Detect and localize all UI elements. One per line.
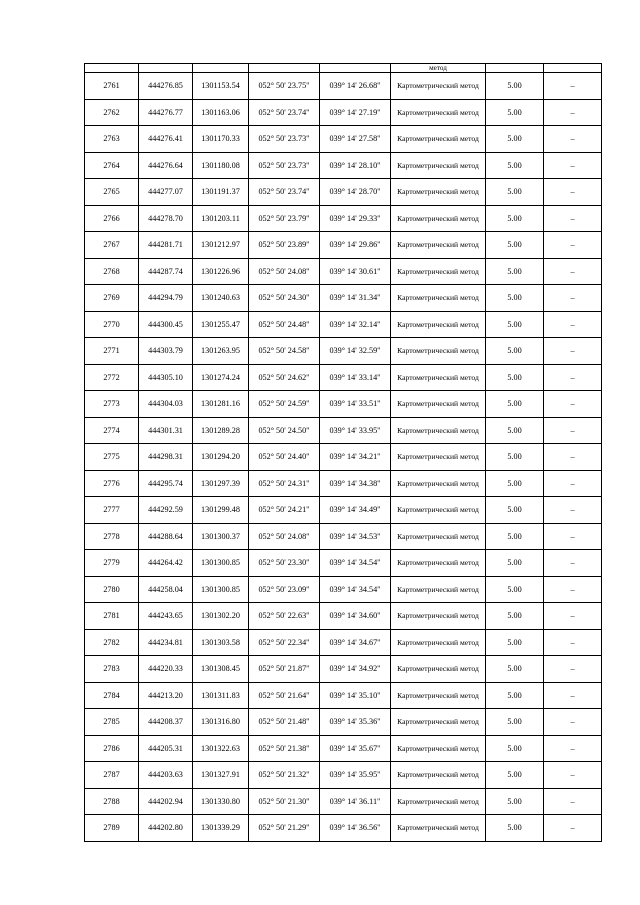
coordinates-table — [84, 63, 602, 842]
longitude-cell: 039° 14' 26.68" — [320, 73, 391, 100]
empty-cell — [139, 64, 193, 73]
y-coordinate-cell: 1301163.06 — [193, 99, 249, 126]
x-coordinate-cell: 444264.42 — [139, 550, 193, 577]
method-cell: Картометрический метод — [391, 550, 486, 577]
longitude-cell: 039° 14' 35.67" — [320, 735, 391, 762]
note-cell: – — [544, 444, 602, 471]
method-cell: Картометрический метод — [391, 232, 486, 259]
x-coordinate-cell: 444220.33 — [139, 656, 193, 683]
continued-row — [85, 64, 602, 73]
latitude-cell: 052° 50' 24.59" — [249, 391, 320, 418]
y-coordinate-cell: 1301255.47 — [193, 311, 249, 338]
table-row — [85, 364, 602, 391]
x-coordinate-cell: 444243.65 — [139, 603, 193, 630]
empty-cell — [249, 64, 320, 73]
method-cell: Картометрический метод — [391, 417, 486, 444]
x-coordinate-cell: 444208.37 — [139, 709, 193, 736]
point-number-cell: 2775 — [85, 444, 139, 471]
y-coordinate-cell: 1301322.63 — [193, 735, 249, 762]
x-coordinate-cell: 444276.64 — [139, 152, 193, 179]
point-number-cell: 2772 — [85, 364, 139, 391]
accuracy-cell: 5.00 — [486, 417, 544, 444]
longitude-cell: 039° 14' 35.10" — [320, 682, 391, 709]
accuracy-cell: 5.00 — [486, 815, 544, 842]
longitude-cell: 039° 14' 27.19" — [320, 99, 391, 126]
longitude-cell: 039° 14' 36.11" — [320, 788, 391, 815]
table-row — [85, 815, 602, 842]
table-body — [85, 64, 602, 842]
point-number-cell: 2787 — [85, 762, 139, 789]
longitude-cell: 039° 14' 36.56" — [320, 815, 391, 842]
method-cell: Картометрический метод — [391, 788, 486, 815]
latitude-cell: 052° 50' 23.89" — [249, 232, 320, 259]
note-cell: – — [544, 629, 602, 656]
x-coordinate-cell: 444295.74 — [139, 470, 193, 497]
accuracy-cell: 5.00 — [486, 232, 544, 259]
point-number-cell: 2784 — [85, 682, 139, 709]
x-coordinate-cell: 444281.71 — [139, 232, 193, 259]
longitude-cell: 039° 14' 34.92" — [320, 656, 391, 683]
latitude-cell: 052° 50' 21.64" — [249, 682, 320, 709]
table-row — [85, 285, 602, 312]
latitude-cell: 052° 50' 24.58" — [249, 338, 320, 365]
accuracy-cell: 5.00 — [486, 523, 544, 550]
method-cell: Картометрический метод — [391, 285, 486, 312]
accuracy-cell: 5.00 — [486, 470, 544, 497]
note-cell: – — [544, 126, 602, 153]
method-cell: Картометрический метод — [391, 576, 486, 603]
empty-cell — [320, 64, 391, 73]
longitude-cell: 039° 14' 34.38" — [320, 470, 391, 497]
y-coordinate-cell: 1301263.95 — [193, 338, 249, 365]
y-coordinate-cell: 1301212.97 — [193, 232, 249, 259]
accuracy-cell: 5.00 — [486, 205, 544, 232]
note-cell: – — [544, 417, 602, 444]
point-number-cell: 2779 — [85, 550, 139, 577]
longitude-cell: 039° 14' 28.10" — [320, 152, 391, 179]
accuracy-cell: 5.00 — [486, 285, 544, 312]
x-coordinate-cell: 444213.20 — [139, 682, 193, 709]
table-row — [85, 550, 602, 577]
longitude-cell: 039° 14' 35.95" — [320, 762, 391, 789]
accuracy-cell: 5.00 — [486, 709, 544, 736]
note-cell: – — [544, 285, 602, 312]
x-coordinate-cell: 444294.79 — [139, 285, 193, 312]
latitude-cell: 052° 50' 23.75" — [249, 73, 320, 100]
y-coordinate-cell: 1301308.45 — [193, 656, 249, 683]
note-cell: – — [544, 205, 602, 232]
point-number-cell: 2770 — [85, 311, 139, 338]
point-number-cell: 2774 — [85, 417, 139, 444]
latitude-cell: 052° 50' 21.87" — [249, 656, 320, 683]
table-row — [85, 603, 602, 630]
accuracy-cell: 5.00 — [486, 152, 544, 179]
latitude-cell: 052° 50' 24.48" — [249, 311, 320, 338]
method-cell: Картометрический метод — [391, 99, 486, 126]
x-coordinate-cell: 444305.10 — [139, 364, 193, 391]
point-number-cell: 2785 — [85, 709, 139, 736]
x-coordinate-cell: 444278.70 — [139, 205, 193, 232]
latitude-cell: 052° 50' 23.79" — [249, 205, 320, 232]
table-row — [85, 232, 602, 259]
empty-cell — [486, 64, 544, 73]
accuracy-cell: 5.00 — [486, 444, 544, 471]
x-coordinate-cell: 444300.45 — [139, 311, 193, 338]
y-coordinate-cell: 1301339.29 — [193, 815, 249, 842]
y-coordinate-cell: 1301180.08 — [193, 152, 249, 179]
method-cell: Картометрический метод — [391, 629, 486, 656]
longitude-cell: 039° 14' 29.33" — [320, 205, 391, 232]
y-coordinate-cell: 1301170.33 — [193, 126, 249, 153]
point-number-cell: 2767 — [85, 232, 139, 259]
table-row — [85, 391, 602, 418]
method-cell: Картометрический метод — [391, 735, 486, 762]
latitude-cell: 052° 50' 21.48" — [249, 709, 320, 736]
note-cell: – — [544, 364, 602, 391]
x-coordinate-cell: 444298.31 — [139, 444, 193, 471]
table-row — [85, 788, 602, 815]
latitude-cell: 052° 50' 24.30" — [249, 285, 320, 312]
method-cell: Картометрический метод — [391, 338, 486, 365]
accuracy-cell: 5.00 — [486, 126, 544, 153]
table-row — [85, 444, 602, 471]
y-coordinate-cell: 1301297.39 — [193, 470, 249, 497]
table-row — [85, 682, 602, 709]
latitude-cell: 052° 50' 21.30" — [249, 788, 320, 815]
accuracy-cell: 5.00 — [486, 788, 544, 815]
y-coordinate-cell: 1301274.24 — [193, 364, 249, 391]
longitude-cell: 039° 14' 34.53" — [320, 523, 391, 550]
point-number-cell: 2769 — [85, 285, 139, 312]
latitude-cell: 052° 50' 22.63" — [249, 603, 320, 630]
note-cell: – — [544, 550, 602, 577]
note-cell: – — [544, 735, 602, 762]
y-coordinate-cell: 1301294.20 — [193, 444, 249, 471]
accuracy-cell: 5.00 — [486, 338, 544, 365]
table-row — [85, 73, 602, 100]
latitude-cell: 052° 50' 23.74" — [249, 179, 320, 206]
note-cell: – — [544, 497, 602, 524]
accuracy-cell: 5.00 — [486, 258, 544, 285]
accuracy-cell: 5.00 — [486, 311, 544, 338]
note-cell: – — [544, 232, 602, 259]
latitude-cell: 052° 50' 21.38" — [249, 735, 320, 762]
y-coordinate-cell: 1301330.80 — [193, 788, 249, 815]
accuracy-cell: 5.00 — [486, 99, 544, 126]
x-coordinate-cell: 444301.31 — [139, 417, 193, 444]
latitude-cell: 052° 50' 23.73" — [249, 126, 320, 153]
table-row — [85, 576, 602, 603]
longitude-cell: 039° 14' 27.58" — [320, 126, 391, 153]
table-row — [85, 99, 602, 126]
y-coordinate-cell: 1301311.83 — [193, 682, 249, 709]
latitude-cell: 052° 50' 24.62" — [249, 364, 320, 391]
method-cell: Картометрический метод — [391, 656, 486, 683]
note-cell: – — [544, 258, 602, 285]
x-coordinate-cell: 444287.74 — [139, 258, 193, 285]
point-number-cell: 2768 — [85, 258, 139, 285]
method-cell: Картометрический метод — [391, 179, 486, 206]
point-number-cell: 2776 — [85, 470, 139, 497]
longitude-cell: 039° 14' 31.34" — [320, 285, 391, 312]
method-cell: Картометрический метод — [391, 497, 486, 524]
method-cell: Картометрический метод — [391, 523, 486, 550]
note-cell: – — [544, 576, 602, 603]
accuracy-cell: 5.00 — [486, 364, 544, 391]
accuracy-cell: 5.00 — [486, 682, 544, 709]
longitude-cell: 039° 14' 32.14" — [320, 311, 391, 338]
y-coordinate-cell: 1301303.58 — [193, 629, 249, 656]
note-cell: – — [544, 311, 602, 338]
method-cell: Картометрический метод — [391, 682, 486, 709]
point-number-cell: 2780 — [85, 576, 139, 603]
y-coordinate-cell: 1301300.37 — [193, 523, 249, 550]
method-cell: Картометрический метод — [391, 126, 486, 153]
point-number-cell: 2773 — [85, 391, 139, 418]
y-coordinate-cell: 1301203.11 — [193, 205, 249, 232]
method-cell: Картометрический метод — [391, 391, 486, 418]
y-coordinate-cell: 1301316.80 — [193, 709, 249, 736]
method-cell: Картометрический метод — [391, 603, 486, 630]
accuracy-cell: 5.00 — [486, 603, 544, 630]
point-number-cell: 2781 — [85, 603, 139, 630]
note-cell: – — [544, 788, 602, 815]
latitude-cell: 052° 50' 24.21" — [249, 497, 320, 524]
latitude-cell: 052° 50' 23.74" — [249, 99, 320, 126]
longitude-cell: 039° 14' 33.51" — [320, 391, 391, 418]
method-cell: Картометрический метод — [391, 815, 486, 842]
table-row — [85, 762, 602, 789]
table-row — [85, 152, 602, 179]
note-cell: – — [544, 523, 602, 550]
longitude-cell: 039° 14' 28.70" — [320, 179, 391, 206]
point-number-cell: 2771 — [85, 338, 139, 365]
y-coordinate-cell: 1301327.91 — [193, 762, 249, 789]
latitude-cell: 052° 50' 23.09" — [249, 576, 320, 603]
x-coordinate-cell: 444292.59 — [139, 497, 193, 524]
table-row — [85, 656, 602, 683]
point-number-cell: 2786 — [85, 735, 139, 762]
point-number-cell: 2766 — [85, 205, 139, 232]
table-row — [85, 179, 602, 206]
accuracy-cell: 5.00 — [486, 629, 544, 656]
point-number-cell: 2783 — [85, 656, 139, 683]
latitude-cell: 052° 50' 24.08" — [249, 258, 320, 285]
table-row — [85, 311, 602, 338]
method-cell: Картометрический метод — [391, 762, 486, 789]
x-coordinate-cell: 444288.64 — [139, 523, 193, 550]
y-coordinate-cell: 1301226.96 — [193, 258, 249, 285]
longitude-cell: 039° 14' 34.60" — [320, 603, 391, 630]
latitude-cell: 052° 50' 21.32" — [249, 762, 320, 789]
table-row — [85, 497, 602, 524]
table-row — [85, 338, 602, 365]
note-cell: – — [544, 179, 602, 206]
longitude-cell: 039° 14' 35.36" — [320, 709, 391, 736]
table-row — [85, 205, 602, 232]
method-cell: Картометрический метод — [391, 258, 486, 285]
accuracy-cell: 5.00 — [486, 656, 544, 683]
longitude-cell: 039° 14' 34.54" — [320, 550, 391, 577]
latitude-cell: 052° 50' 22.34" — [249, 629, 320, 656]
longitude-cell: 039° 14' 33.95" — [320, 417, 391, 444]
x-coordinate-cell: 444202.80 — [139, 815, 193, 842]
point-number-cell: 2763 — [85, 126, 139, 153]
y-coordinate-cell: 1301299.48 — [193, 497, 249, 524]
longitude-cell: 039° 14' 30.61" — [320, 258, 391, 285]
point-number-cell: 2765 — [85, 179, 139, 206]
y-coordinate-cell: 1301300.85 — [193, 576, 249, 603]
note-cell: – — [544, 73, 602, 100]
note-cell: – — [544, 709, 602, 736]
note-cell: – — [544, 99, 602, 126]
empty-cell — [193, 64, 249, 73]
accuracy-cell: 5.00 — [486, 762, 544, 789]
point-number-cell: 2782 — [85, 629, 139, 656]
empty-cell — [544, 64, 602, 73]
latitude-cell: 052° 50' 23.30" — [249, 550, 320, 577]
point-number-cell: 2778 — [85, 523, 139, 550]
latitude-cell: 052° 50' 23.73" — [249, 152, 320, 179]
table-row — [85, 735, 602, 762]
method-cell: Картометрический метод — [391, 311, 486, 338]
accuracy-cell: 5.00 — [486, 73, 544, 100]
empty-cell — [85, 64, 139, 73]
method-cell: метод — [391, 64, 486, 73]
point-number-cell: 2789 — [85, 815, 139, 842]
accuracy-cell: 5.00 — [486, 550, 544, 577]
method-cell: Картометрический метод — [391, 444, 486, 471]
longitude-cell: 039° 14' 34.49" — [320, 497, 391, 524]
note-cell: – — [544, 762, 602, 789]
x-coordinate-cell: 444234.81 — [139, 629, 193, 656]
longitude-cell: 039° 14' 32.59" — [320, 338, 391, 365]
longitude-cell: 039° 14' 34.54" — [320, 576, 391, 603]
method-cell: Картометрический метод — [391, 73, 486, 100]
table-row — [85, 629, 602, 656]
note-cell: – — [544, 682, 602, 709]
method-cell: Картометрический метод — [391, 205, 486, 232]
accuracy-cell: 5.00 — [486, 391, 544, 418]
longitude-cell: 039° 14' 33.14" — [320, 364, 391, 391]
note-cell: – — [544, 470, 602, 497]
note-cell: – — [544, 391, 602, 418]
x-coordinate-cell: 444258.04 — [139, 576, 193, 603]
note-cell: – — [544, 338, 602, 365]
note-cell: – — [544, 815, 602, 842]
longitude-cell: 039° 14' 34.67" — [320, 629, 391, 656]
latitude-cell: 052° 50' 24.31" — [249, 470, 320, 497]
y-coordinate-cell: 1301281.16 — [193, 391, 249, 418]
y-coordinate-cell: 1301191.37 — [193, 179, 249, 206]
note-cell: – — [544, 152, 602, 179]
table-row — [85, 470, 602, 497]
x-coordinate-cell: 444277.07 — [139, 179, 193, 206]
x-coordinate-cell: 444303.79 — [139, 338, 193, 365]
x-coordinate-cell: 444205.31 — [139, 735, 193, 762]
x-coordinate-cell: 444203.63 — [139, 762, 193, 789]
latitude-cell: 052° 50' 24.08" — [249, 523, 320, 550]
point-number-cell: 2788 — [85, 788, 139, 815]
table-row — [85, 258, 602, 285]
longitude-cell: 039° 14' 34.21" — [320, 444, 391, 471]
method-cell: Картометрический метод — [391, 152, 486, 179]
x-coordinate-cell: 444304.03 — [139, 391, 193, 418]
x-coordinate-cell: 444202.94 — [139, 788, 193, 815]
longitude-cell: 039° 14' 29.86" — [320, 232, 391, 259]
accuracy-cell: 5.00 — [486, 576, 544, 603]
accuracy-cell: 5.00 — [486, 497, 544, 524]
table-row — [85, 523, 602, 550]
method-cell: Картометрический метод — [391, 364, 486, 391]
table-row — [85, 709, 602, 736]
method-cell: Картометрический метод — [391, 709, 486, 736]
method-cell: Картометрический метод — [391, 470, 486, 497]
x-coordinate-cell: 444276.85 — [139, 73, 193, 100]
note-cell: – — [544, 603, 602, 630]
y-coordinate-cell: 1301289.28 — [193, 417, 249, 444]
y-coordinate-cell: 1301300.85 — [193, 550, 249, 577]
point-number-cell: 2777 — [85, 497, 139, 524]
accuracy-cell: 5.00 — [486, 179, 544, 206]
point-number-cell: 2764 — [85, 152, 139, 179]
point-number-cell: 2762 — [85, 99, 139, 126]
y-coordinate-cell: 1301153.54 — [193, 73, 249, 100]
table-row — [85, 126, 602, 153]
table-row — [85, 417, 602, 444]
latitude-cell: 052° 50' 21.29" — [249, 815, 320, 842]
latitude-cell: 052° 50' 24.50" — [249, 417, 320, 444]
latitude-cell: 052° 50' 24.40" — [249, 444, 320, 471]
y-coordinate-cell: 1301302.20 — [193, 603, 249, 630]
note-cell: – — [544, 656, 602, 683]
y-coordinate-cell: 1301240.63 — [193, 285, 249, 312]
point-number-cell: 2761 — [85, 73, 139, 100]
x-coordinate-cell: 444276.41 — [139, 126, 193, 153]
x-coordinate-cell: 444276.77 — [139, 99, 193, 126]
accuracy-cell: 5.00 — [486, 735, 544, 762]
